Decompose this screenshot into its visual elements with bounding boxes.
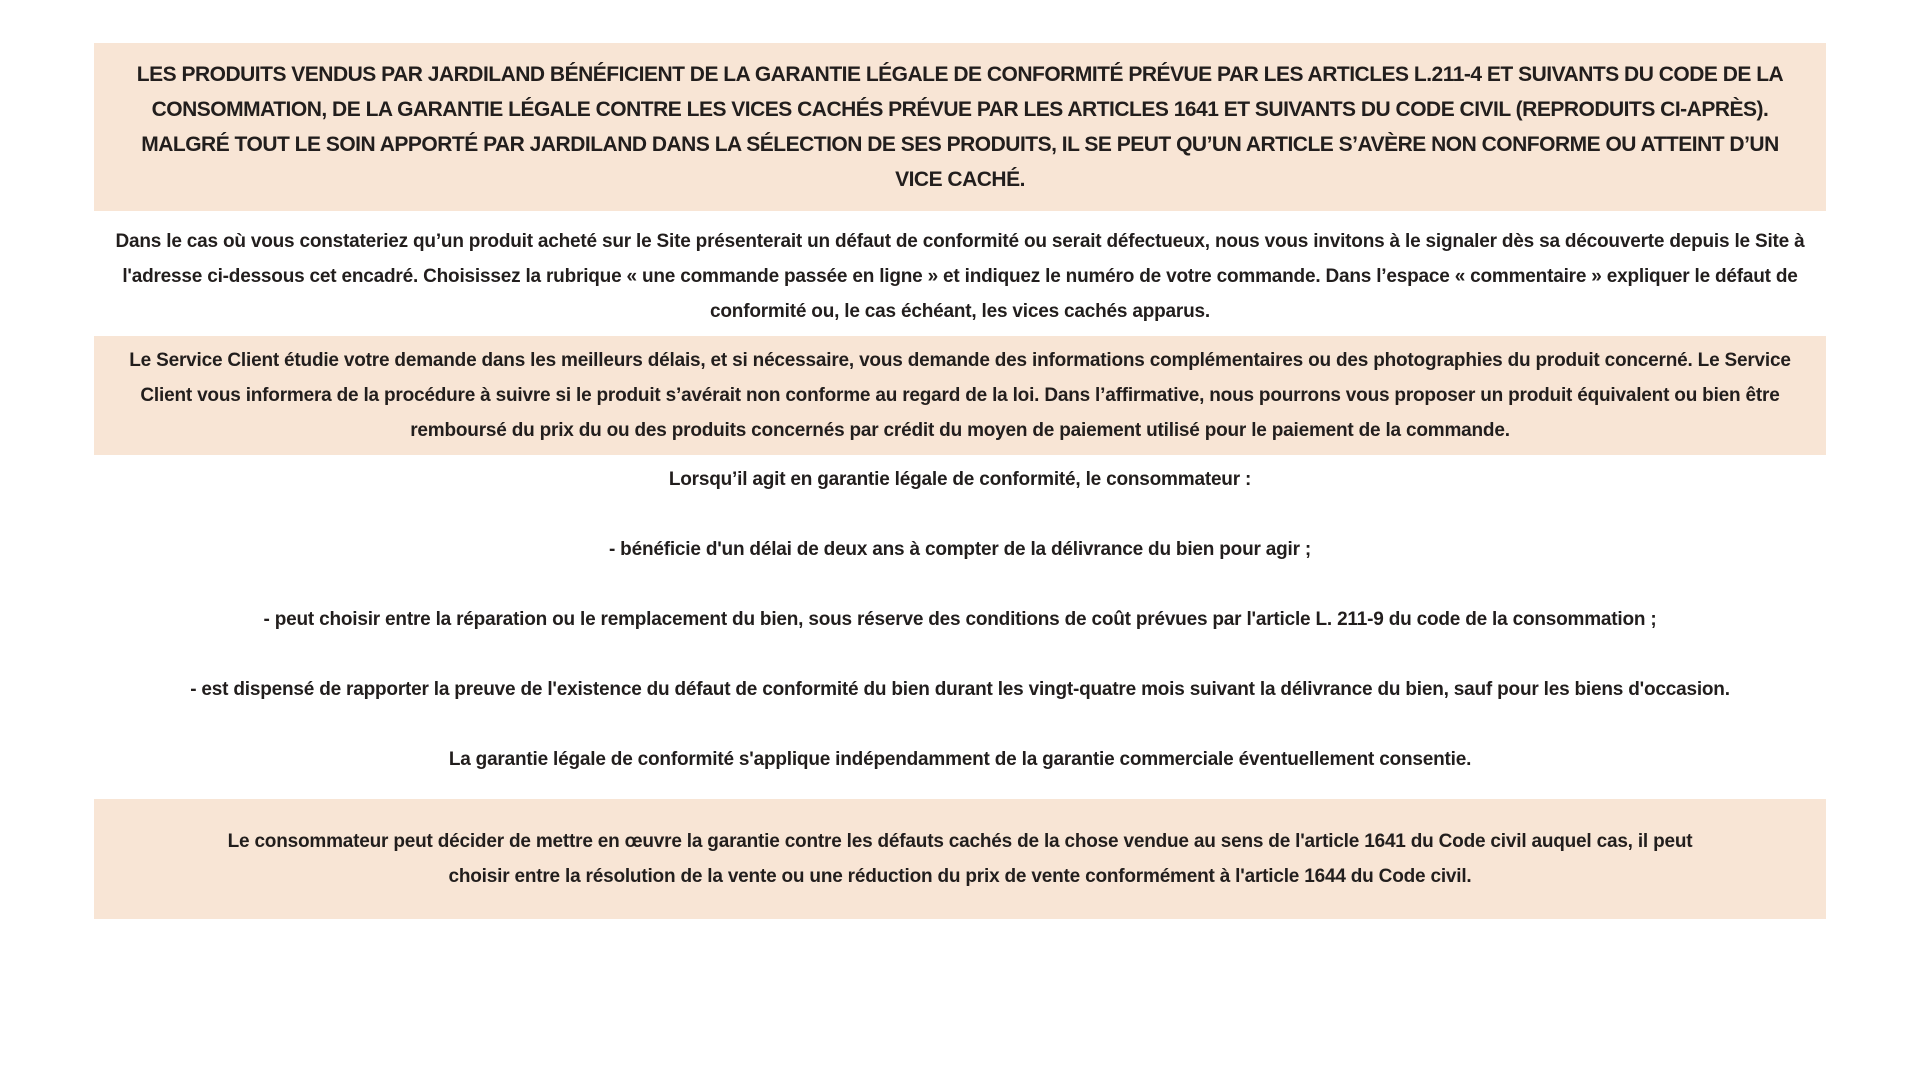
section-defect-report bbox=[94, 211, 1826, 329]
legal-conformity-list-paragraph: - peut choisir entre la réparation ou le remplacement du bien, sous réserve des conditions de coût prévues par l'article L. 211-9 du code de la consommation ; bbox=[263, 609, 1657, 630]
hidden-defects-paragraph: Le consommateur peut décider de mettre en œuvre la garantie contre les défauts cachés de la chose vendue au sens de l'article 1641 du Code civil auquel cas, il peut choisir entre la résolution de la vente ou une réduction du prix de vente conformément à l'article 1644 du Code civil. bbox=[227, 831, 1693, 887]
legal-conformity-list-paragraph: La garantie légale de conformité s'applique indépendamment de la garantie commerciale éventuellement consentie. bbox=[448, 749, 1472, 770]
document bbox=[94, 0, 1826, 919]
section-warranty-header bbox=[94, 43, 1826, 211]
legal-conformity-list-paragraph: Lorsqu’il agit en garantie légale de conformité, le consommateur : bbox=[668, 469, 1252, 490]
defect-report-paragraph: Dans le cas où vous constateriez qu’un produit acheté sur le Site présenterait un défaut de conformité ou serait défectueux, nous vous invitons à le signaler dès sa découverte depuis le Site à l'adresse ci-dessous cet encadré. Choisissez la rubrique « une commande passée en ligne » et indiquez le numéro de votre commande. Dans l’espace « commentaire » expliquer le défaut de conformité ou, le cas échéant, les vices cachés apparus. bbox=[115, 231, 1805, 322]
legal-conformity-list-paragraph: - bénéficie d'un délai de deux ans à compter de la délivrance du bien pour agir ; bbox=[608, 539, 1312, 560]
legal-conformity-list-paragraph: - est dispensé de rapporter la preuve de l'existence du défaut de conformité du bien durant les vingt-quatre mois suivant la délivrance du bien, sauf pour les biens d'occasion. bbox=[190, 679, 1730, 700]
section-service-client bbox=[94, 336, 1826, 455]
warranty-header-paragraph: MALGRÉ TOUT LE SOIN APPORTÉ PAR JARDILAND DANS LA SÉLECTION DE SES PRODUITS, IL SE PEUT QU’UN ARTICLE S’AVÈRE NON CONFORME OU ATTEINT D’UN VICE CACHÉ. bbox=[141, 133, 1779, 191]
section-legal-conformity-list bbox=[94, 455, 1826, 777]
service-client-paragraph: Le Service Client étudie votre demande dans les meilleurs délais, et si nécessaire, vous demande des informations complémentaires ou des photographies du produit concerné. Le Service Client vous informera de la procédure à suivre si le produit s’avérait non conforme au regard de la loi. Dans l’affirmative, nous pourrons vous proposer un produit équivalent ou bien être remboursé du prix du ou des produits concernés par crédit du moyen de paiement utilisé pour le paiement de la commande. bbox=[129, 350, 1791, 441]
warranty-header-paragraph: LES PRODUITS VENDUS PAR JARDILAND BÉNÉFICIENT DE LA GARANTIE LÉGALE DE CONFORMITÉ PRÉVUE PAR LES ARTICLES L.211-4 ET SUIVANTS DU CODE DE LA CONSOMMATION, DE LA GARANTIE LÉGALE CONTRE LES VICES CACHÉS PRÉVUE PAR LES ARTICLES 1641 ET SUIVANTS DU CODE CIVIL (REPRODUITS CI-APRÈS). bbox=[136, 63, 1784, 121]
section-hidden-defects bbox=[94, 799, 1826, 919]
